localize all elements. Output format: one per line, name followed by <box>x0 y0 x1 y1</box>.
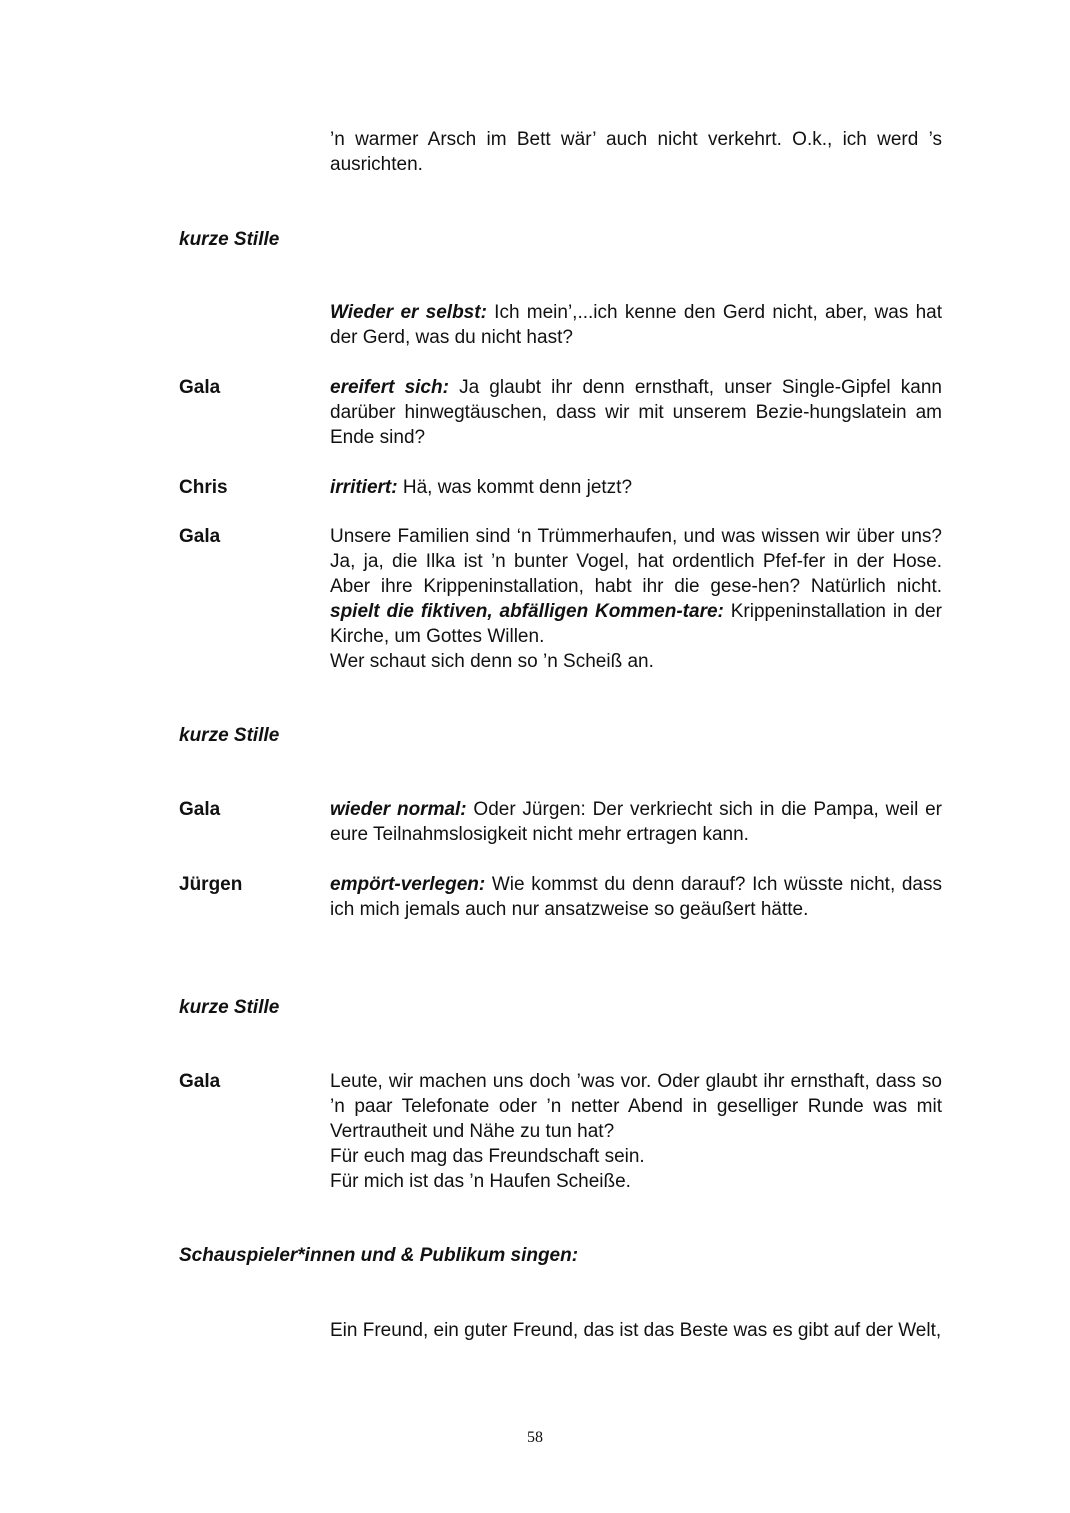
speaker-name: Jürgen <box>179 874 243 895</box>
dialogue-text <box>330 127 942 177</box>
dialogue-line: Unsere Familien sind ‘n Trümmerhaufen, und was wissen wir über uns? Ja, ja, die Ilka ist ’n bunter Vogel, hat ordentlich Pfef-fer in der Hose. Aber ihre Krippeninstallation, habt ihr die gese-hen? Natürlich nicht. <box>330 526 942 597</box>
dialogue-line: Wer schaut sich denn so ’n Scheiß an. <box>330 651 654 672</box>
dialogue-text <box>330 300 942 350</box>
dialogue-line: Krippeninstallation in der Kirche, um Gottes Willen. <box>330 601 942 647</box>
acting-direction: irritiert: <box>330 477 398 498</box>
stage-direction: kurze Stille <box>179 229 280 250</box>
dialogue-line: Ich mein’,...ich kenne den Gerd nicht, aber, was hat der Gerd, was du nicht hast? <box>330 302 942 348</box>
stage-direction: Schauspieler*innen und & Publikum singen: <box>179 1245 579 1266</box>
stage-direction: kurze Stille <box>179 725 280 746</box>
stage-direction: kurze Stille <box>179 997 280 1018</box>
song-line: Ein Freund, ein guter Freund, das ist das Beste was es gibt auf der Welt, <box>330 1320 942 1341</box>
acting-direction: Wieder er selbst: <box>330 302 487 323</box>
acting-direction: wieder normal: <box>330 799 467 820</box>
dialogue-line: Leute, wir machen uns doch ’was vor. Oder glaubt ihr ernsthaft, dass so ’n paar Telefonate oder ’n netter Abend in geselliger Runde was mit Vertrautheit und Nähe zu tun hat? <box>330 1071 942 1142</box>
dialogue-line: Oder Jürgen: Der verkriecht sich in die Pampa, weil er eure Teilnahmslosigkeit nicht mehr ertragen kann. <box>330 799 942 845</box>
dialogue-line: Hä, was kommt denn jetzt? <box>397 477 633 498</box>
speaker-name: Gala <box>179 377 221 398</box>
dialogue-text <box>330 375 942 450</box>
page-number: 58 <box>527 1429 543 1446</box>
dialogue-line: Wie kommst du denn darauf? Ich wüsste nicht, dass ich mich jemals auch nur ansatzweise so geäußert hätte. <box>330 874 942 920</box>
dialogue-text <box>330 872 942 922</box>
dialogue-text <box>330 524 942 674</box>
song-lyrics <box>330 1318 942 1343</box>
speaker-name: Gala <box>179 1071 221 1092</box>
dialogue-text <box>330 1069 942 1194</box>
dialogue-text <box>330 797 942 847</box>
speaker-name: Gala <box>179 526 221 547</box>
speaker-name: Gala <box>179 799 221 820</box>
acting-direction: spielt die fiktiven, abfälligen Kommen-tare: <box>330 601 724 622</box>
dialogue-line: Für euch mag das Freundschaft sein. <box>330 1146 645 1167</box>
acting-direction: empört-verlegen: <box>330 874 486 895</box>
speaker-name: Chris <box>179 477 228 498</box>
dialogue-line: ’n warmer Arsch im Bett wär’ auch nicht verkehrt. O.k., ich werd ’s ausrichten. <box>330 129 942 175</box>
acting-direction: ereifert sich: <box>330 377 449 398</box>
dialogue-text <box>330 475 942 500</box>
dialogue-line: Ja glaubt ihr denn ernsthaft, unser Single-Gipfel kann darüber hinwegtäuschen, dass wir mit unserem Bezie-hungslatein am Ende sind? <box>330 377 943 448</box>
dialogue-line: Für mich ist das ’n Haufen Scheiße. <box>330 1171 631 1192</box>
